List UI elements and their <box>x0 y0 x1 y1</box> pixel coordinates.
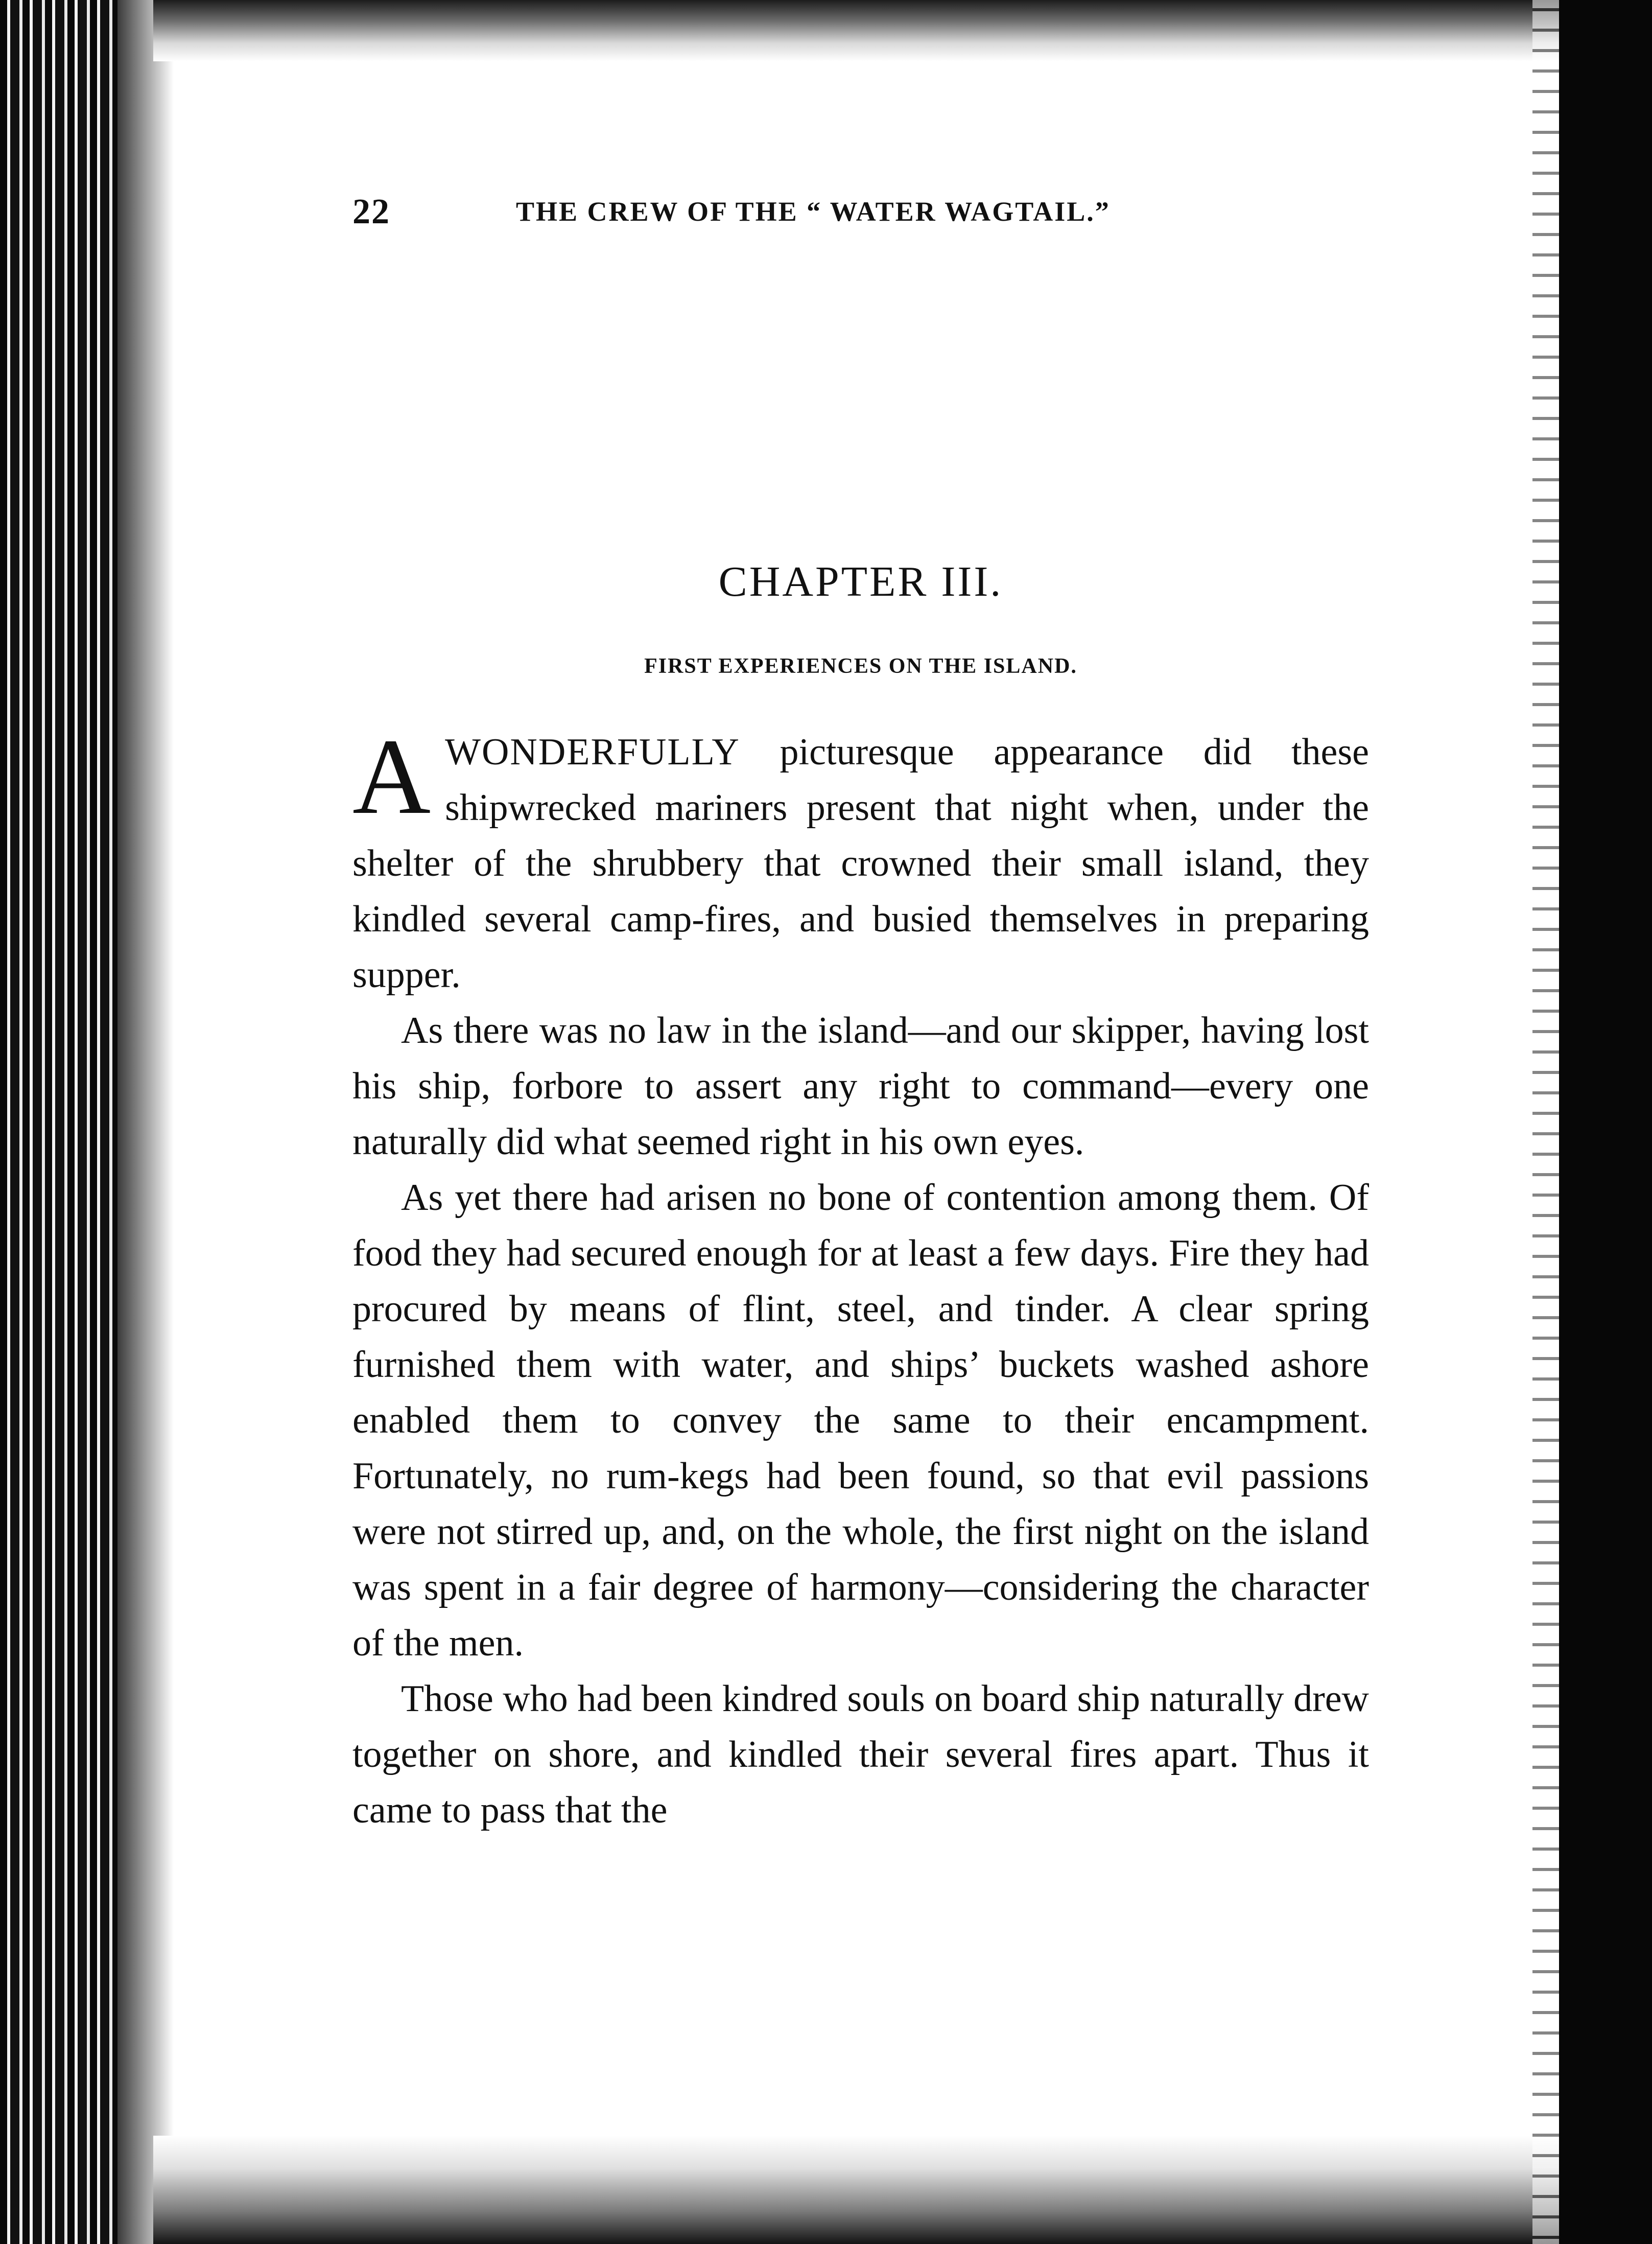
scan-edge-left-shadow <box>117 0 174 2244</box>
chapter-subtitle: FIRST EXPERIENCES ON THE ISLAND. <box>644 654 1077 678</box>
page-number: 22 <box>352 192 390 231</box>
scan-edge-top <box>153 0 1563 61</box>
paragraph-4: Those who had been kindred souls on board ship naturally drew together on shore, and kindled their several fires apart. Thus it came to pass that the <box>352 1678 1369 1831</box>
scan-edge-right <box>1559 0 1652 2244</box>
paragraph-2: As there was no law in the island—and our skipper, having lost his ship, forbore to assert any right to command—every one naturally did what seemed right in his own eyes. <box>352 1010 1369 1163</box>
scan-edge-bottom <box>153 2136 1563 2244</box>
drop-cap: A <box>352 716 431 836</box>
paragraph-1-text: picturesque appearance did these shipwrecked mariners present that night when, under the shelter of the shrubbery that crowned their small island, they kindled several camp-fires, and busied themselves in preparing supper. <box>352 731 1369 996</box>
paragraph-1 <box>352 716 1369 1003</box>
first-word: WONDERFULLY <box>445 731 740 773</box>
book-title: THE CREW OF THE “ WATER WAGTAIL.” <box>516 196 1111 227</box>
paragraph-3: As yet there had arisen no bone of contention among them. Of food they had secured enough for at least a few days. Fire they had procured by means of flint, steel, and tinder. A clear spring furnished them with water, and ships’ buckets washed ashore enabled them to convey the same to their encampment. Fortunately, no rum-kegs had been found, so that evil passions were not stirred up, and, on the whole, the first night on the island was spent in a fair degree of harmony—considering the character of the men. <box>352 1177 1369 1664</box>
body-text <box>352 716 1369 1838</box>
chapter-title: CHAPTER III. <box>718 558 1003 605</box>
running-head <box>352 192 1369 238</box>
